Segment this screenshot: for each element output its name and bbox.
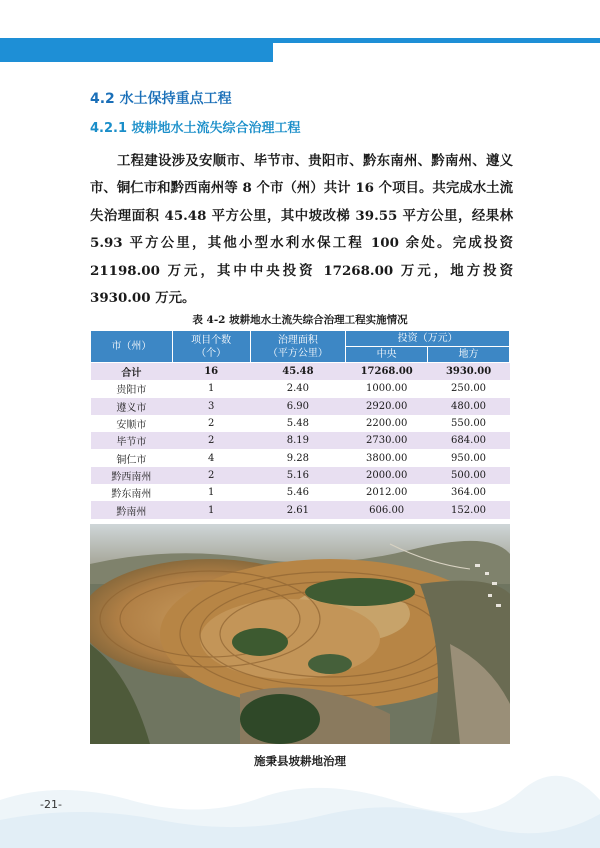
cell-central: 2000.00: [346, 467, 428, 484]
cell-area: 2.61: [250, 501, 346, 518]
table-row: [91, 501, 510, 518]
page-number: -21-: [40, 798, 62, 811]
cell-local: 950.00: [428, 449, 510, 466]
cell-area: 2.40: [250, 380, 346, 397]
table-row: [91, 415, 510, 432]
section-heading: 4.2 水土保持重点工程: [90, 91, 232, 107]
cell-projects: 1: [172, 501, 250, 518]
subsection-heading: 4.2.1 坡耕地水土流失综合治理工程: [90, 121, 301, 136]
cell-projects: 1: [172, 380, 250, 397]
cell-local: 152.00: [428, 501, 510, 518]
header-central: 中央: [346, 347, 428, 363]
cell-local: 364.00: [428, 484, 510, 501]
cell-projects: 2: [172, 415, 250, 432]
cell-local: 550.00: [428, 415, 510, 432]
table-row: [91, 467, 510, 484]
table-row: [91, 484, 510, 501]
cell-city: 黔东南州: [91, 484, 173, 501]
cell-local: 480.00: [428, 398, 510, 415]
cell-projects: 3: [172, 398, 250, 415]
cell-central: 3800.00: [346, 449, 428, 466]
cell-local: 250.00: [428, 380, 510, 397]
cell-central: 1000.00: [346, 380, 428, 397]
photo-caption: 施秉县坡耕地治理: [254, 754, 346, 768]
cell-city: 毕节市: [91, 432, 173, 449]
table-caption: 表 4-2 坡耕地水土流失综合治理工程实施情况: [192, 314, 408, 326]
table-row: [91, 363, 510, 381]
body-paragraph: 工程建设涉及安顺市、毕节市、贵阳市、黔东南州、黔南州、遵义市、铜仁市和黔西南州等 8 个市（州）共计 16 个项目。共完成水土流失治理面积 45.48 平方公里，其中坡改梯 39.55 平方公里，经果林 5.93 平方公里，其他小型水利水保工程 100 余处。完成投资 21198.00 万元，其中中央投资 17268.00 万元，地方投资 3930.00 万元。: [90, 153, 513, 307]
terraced-farmland-photo: [90, 524, 510, 744]
cell-local: 684.00: [428, 432, 510, 449]
cell-city: 遵义市: [91, 398, 173, 415]
cell-city: 黔西南州: [91, 467, 173, 484]
cell-projects: 16: [172, 363, 250, 381]
table-row: [91, 398, 510, 415]
cell-city: 贵阳市: [91, 380, 173, 397]
table-row: [91, 432, 510, 449]
header-investment: 投资（万元）: [346, 331, 510, 347]
cell-central: 606.00: [346, 501, 428, 518]
cell-city: 铜仁市: [91, 449, 173, 466]
table-row: [91, 380, 510, 397]
cell-city: 黔南州: [91, 501, 173, 518]
cell-area: 5.46: [250, 484, 346, 501]
cell-central: 17268.00: [346, 363, 428, 381]
cell-central: 2920.00: [346, 398, 428, 415]
footer-cloud-decoration: [0, 770, 600, 848]
cell-area: 8.19: [250, 432, 346, 449]
cell-projects: 4: [172, 449, 250, 466]
implementation-table: [90, 330, 510, 519]
cell-local: 3930.00: [428, 363, 510, 381]
cell-area: 5.16: [250, 467, 346, 484]
cell-central: 2200.00: [346, 415, 428, 432]
cell-city: 合计: [91, 363, 173, 381]
cell-area: 5.48: [250, 415, 346, 432]
cell-area: 9.28: [250, 449, 346, 466]
header-local: 地方: [428, 347, 510, 363]
header-band-cutout: [273, 43, 600, 62]
cell-projects: 1: [172, 484, 250, 501]
header-city: 市（州）: [91, 331, 173, 363]
cell-projects: 2: [172, 432, 250, 449]
cell-local: 500.00: [428, 467, 510, 484]
cell-central: 2012.00: [346, 484, 428, 501]
cell-area: 6.90: [250, 398, 346, 415]
cell-area: 45.48: [250, 363, 346, 381]
cell-projects: 2: [172, 467, 250, 484]
cell-central: 2730.00: [346, 432, 428, 449]
header-projects: 项目个数 （个）: [172, 331, 250, 363]
table-row: [91, 449, 510, 466]
header-area: 治理面积 （平方公里）: [250, 331, 346, 363]
cell-city: 安顺市: [91, 415, 173, 432]
